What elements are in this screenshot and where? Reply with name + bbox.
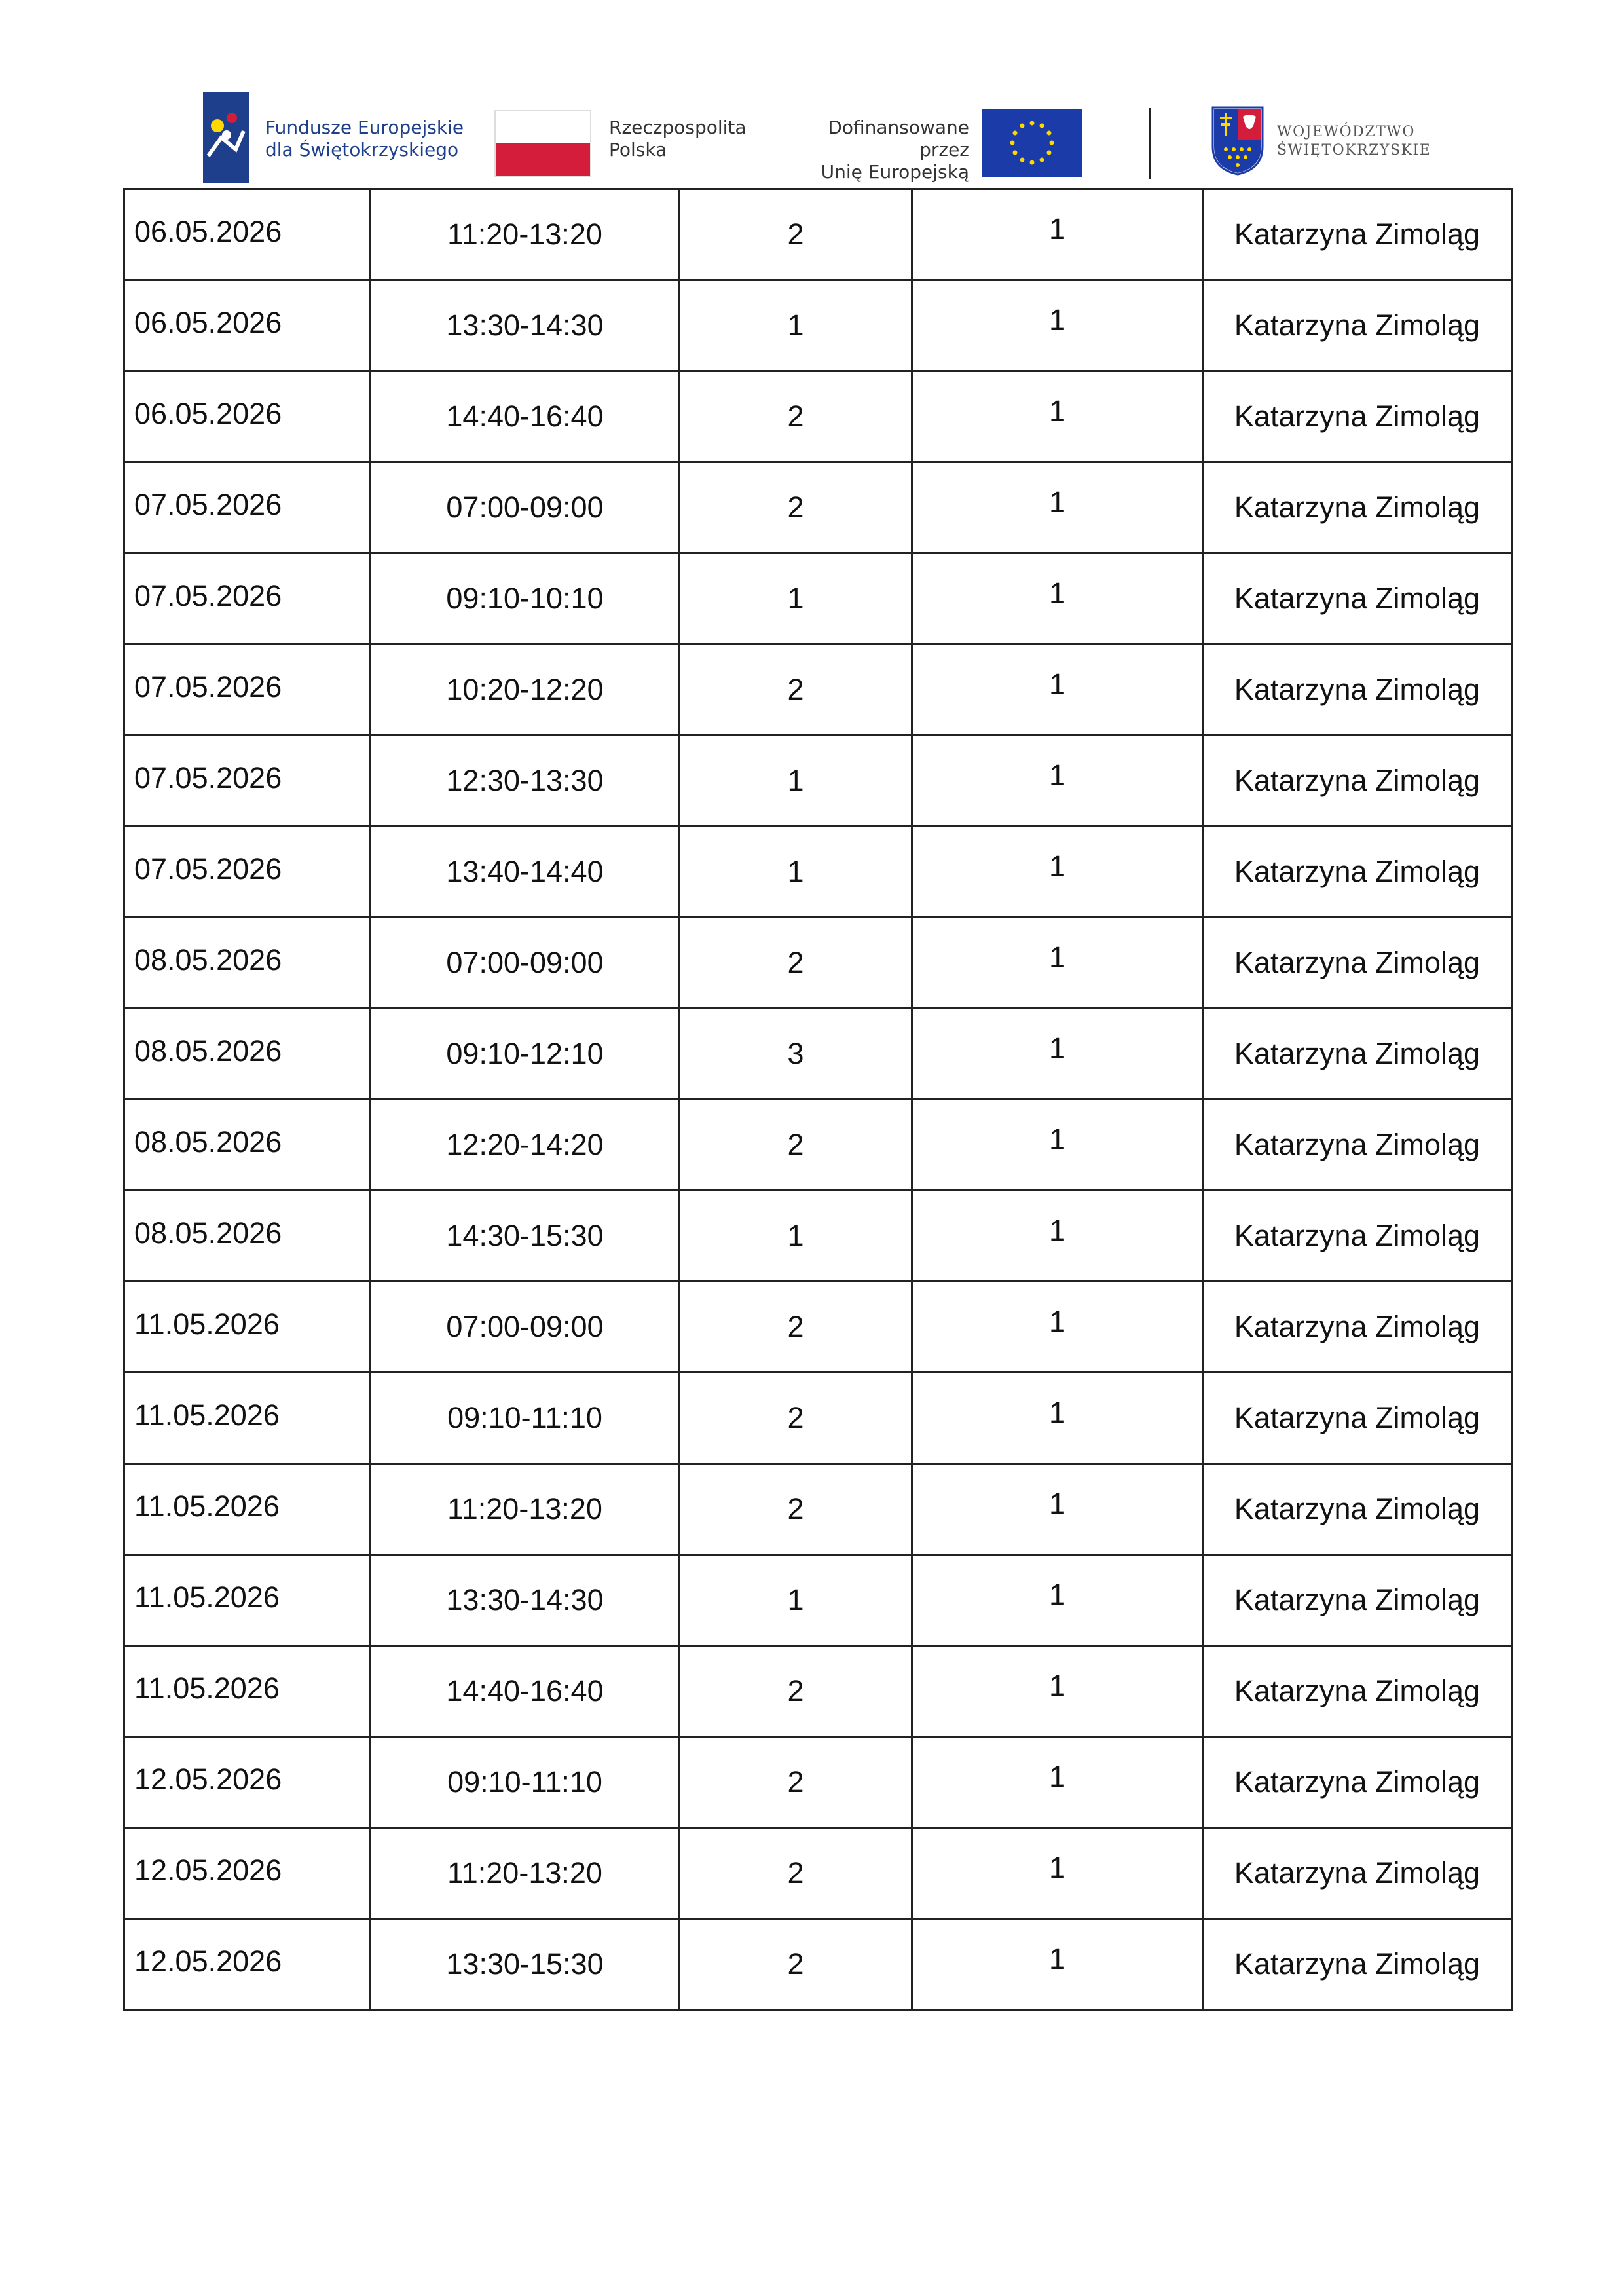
teacher-cell-text: Katarzyna Zimoląg	[1234, 1765, 1481, 1799]
time-cell-text: 13:30-15:30	[446, 1947, 604, 1981]
date-cell-text: 06.05.2026	[134, 397, 282, 430]
time-cell-text: 10:20-12:20	[446, 673, 604, 706]
hours-cell	[680, 1919, 912, 2010]
teacher-cell	[1203, 1009, 1512, 1100]
eu-star-icon	[1040, 124, 1044, 128]
teacher-cell-text: Katarzyna Zimoląg	[1234, 491, 1481, 524]
date-cell	[124, 1646, 371, 1737]
table-row	[124, 553, 1512, 644]
table-row	[124, 736, 1512, 827]
eu-star-icon	[1013, 131, 1018, 136]
hours-cell-text: 2	[787, 1947, 804, 1981]
group-cell	[912, 1919, 1203, 2010]
table-row	[124, 1828, 1512, 1919]
teacher-cell	[1203, 1100, 1512, 1191]
hours-cell-text: 1	[787, 1219, 804, 1252]
logo-header	[196, 92, 1441, 190]
date-cell	[124, 644, 371, 736]
hours-cell-text: 2	[787, 400, 804, 433]
teacher-cell-text: Katarzyna Zimoląg	[1234, 1492, 1481, 1525]
table-row	[124, 280, 1512, 371]
date-cell-text: 11.05.2026	[134, 1398, 280, 1432]
group-cell	[912, 1282, 1203, 1373]
date-cell-text: 08.05.2026	[134, 1034, 282, 1068]
rzeczpospolita-label	[609, 117, 747, 161]
group-cell	[912, 1737, 1203, 1828]
date-cell-text: 07.05.2026	[134, 579, 282, 612]
hours-cell	[680, 1646, 912, 1737]
time-cell-text: 13:30-14:30	[446, 308, 604, 342]
table-row	[124, 1737, 1512, 1828]
group-cell-text: 1	[1048, 576, 1066, 610]
time-cell	[371, 371, 680, 462]
teacher-cell-text: Katarzyna Zimoląg	[1234, 400, 1481, 433]
hours-cell	[680, 371, 912, 462]
eu-star-icon	[1046, 151, 1051, 155]
group-cell	[912, 1464, 1203, 1555]
teacher-cell	[1203, 1464, 1512, 1555]
teacher-cell	[1203, 736, 1512, 827]
time-cell-text: 07:00-09:00	[446, 946, 604, 979]
time-cell-text: 12:30-13:30	[446, 764, 604, 797]
eu-line-1: Dofinansowane przez	[828, 117, 969, 160]
hours-cell-text: 2	[787, 1401, 804, 1434]
hours-cell-text: 2	[787, 1310, 804, 1343]
table-row	[124, 1009, 1512, 1100]
teacher-cell-text: Katarzyna Zimoląg	[1234, 1219, 1481, 1252]
date-cell-text: 07.05.2026	[134, 488, 282, 521]
hours-cell	[680, 827, 912, 918]
teacher-cell-text: Katarzyna Zimoląg	[1234, 1856, 1481, 1890]
time-cell-text: 14:40-16:40	[446, 1674, 604, 1707]
teacher-cell-text: Katarzyna Zimoląg	[1234, 946, 1481, 979]
date-cell-text: 08.05.2026	[134, 943, 282, 977]
group-cell	[912, 644, 1203, 736]
hours-cell-text: 2	[787, 217, 804, 251]
hours-cell-text: 1	[787, 855, 804, 888]
time-cell-text: 09:10-10:10	[446, 582, 604, 615]
time-cell	[371, 827, 680, 918]
teacher-cell	[1203, 1646, 1512, 1737]
time-cell	[371, 644, 680, 736]
eu-funding-label	[779, 117, 969, 183]
wojewodztwo-label	[1277, 123, 1431, 160]
time-cell	[371, 462, 680, 553]
date-cell	[124, 1919, 371, 2010]
time-cell	[371, 1828, 680, 1919]
date-cell-text: 07.05.2026	[134, 761, 282, 794]
date-cell	[124, 1100, 371, 1191]
group-cell-text: 1	[1048, 758, 1066, 792]
group-cell-text: 1	[1048, 212, 1066, 246]
hours-cell-text: 2	[787, 946, 804, 979]
group-cell-text: 1	[1048, 667, 1066, 701]
date-cell-text: 08.05.2026	[134, 1125, 282, 1159]
group-cell	[912, 1828, 1203, 1919]
teacher-cell	[1203, 1828, 1512, 1919]
date-cell	[124, 1282, 371, 1373]
table-row	[124, 1100, 1512, 1191]
eu-flag-icon	[982, 109, 1082, 177]
date-cell-text: 12.05.2026	[134, 1763, 282, 1796]
date-cell	[124, 1009, 371, 1100]
table-row	[124, 189, 1512, 280]
time-cell-text: 09:10-11:10	[447, 1765, 602, 1799]
teacher-cell	[1203, 553, 1512, 644]
hours-cell	[680, 918, 912, 1009]
group-cell-text: 1	[1048, 1396, 1066, 1429]
eu-star-icon	[1030, 121, 1035, 126]
hours-cell-text: 1	[787, 764, 804, 797]
time-cell	[371, 1464, 680, 1555]
time-cell-text: 07:00-09:00	[446, 1310, 604, 1343]
fundusze-europejskie-logo-icon	[203, 92, 249, 183]
table-row	[124, 1646, 1512, 1737]
date-cell	[124, 1737, 371, 1828]
time-cell	[371, 1737, 680, 1828]
date-cell	[124, 1464, 371, 1555]
teacher-cell-text: Katarzyna Zimoląg	[1234, 1674, 1481, 1707]
teacher-cell	[1203, 1373, 1512, 1464]
schedule-table	[123, 188, 1513, 2011]
teacher-cell-text: Katarzyna Zimoląg	[1234, 308, 1481, 342]
time-cell	[371, 1373, 680, 1464]
eu-star-icon	[1040, 157, 1044, 162]
teacher-cell-text: Katarzyna Zimoląg	[1234, 217, 1481, 251]
time-cell	[371, 280, 680, 371]
time-cell-text: 09:10-11:10	[447, 1401, 602, 1434]
teacher-cell-text: Katarzyna Zimoląg	[1234, 1310, 1481, 1343]
hours-cell	[680, 736, 912, 827]
hours-cell	[680, 1282, 912, 1373]
teacher-cell	[1203, 280, 1512, 371]
hours-cell	[680, 1737, 912, 1828]
fundusze-europejskie-label	[265, 117, 464, 161]
date-cell-text: 06.05.2026	[134, 215, 282, 248]
table-row	[124, 1919, 1512, 2010]
time-cell-text: 13:30-14:30	[446, 1583, 604, 1616]
group-cell-text: 1	[1048, 1032, 1066, 1065]
teacher-cell	[1203, 189, 1512, 280]
rp-line-2: Polska	[609, 139, 667, 160]
hours-cell-text: 2	[787, 491, 804, 524]
table-row	[124, 827, 1512, 918]
group-cell	[912, 1646, 1203, 1737]
date-cell	[124, 280, 371, 371]
time-cell-text: 14:30-15:30	[446, 1219, 604, 1252]
group-cell	[912, 1009, 1203, 1100]
hours-cell-text: 2	[787, 1674, 804, 1707]
group-cell-text: 1	[1048, 1305, 1066, 1338]
teacher-cell-text: Katarzyna Zimoląg	[1234, 764, 1481, 797]
group-cell	[912, 462, 1203, 553]
hours-cell-text: 1	[787, 1583, 804, 1616]
group-cell	[912, 189, 1203, 280]
eu-star-icon	[1013, 151, 1018, 155]
time-cell	[371, 1646, 680, 1737]
fe-line-1: Fundusze Europejskie	[265, 117, 464, 138]
eu-star-icon	[1020, 124, 1025, 128]
date-cell-text: 11.05.2026	[134, 1671, 280, 1705]
group-cell-text: 1	[1048, 1214, 1066, 1247]
teacher-cell-text: Katarzyna Zimoląg	[1234, 1037, 1481, 1070]
time-cell	[371, 189, 680, 280]
time-cell	[371, 1282, 680, 1373]
date-cell	[124, 189, 371, 280]
hours-cell-text: 2	[787, 673, 804, 706]
teacher-cell	[1203, 1282, 1512, 1373]
date-cell-text: 11.05.2026	[134, 1580, 280, 1614]
table-row	[124, 1282, 1512, 1373]
group-cell	[912, 918, 1203, 1009]
eu-star-icon	[1046, 131, 1051, 136]
time-cell	[371, 1100, 680, 1191]
group-cell-text: 1	[1048, 485, 1066, 519]
group-cell	[912, 280, 1203, 371]
ws-line-2: ŚWIĘTOKRZYSKIE	[1277, 142, 1431, 159]
teacher-cell	[1203, 1191, 1512, 1282]
swietokrzyskie-coat-of-arms-icon	[1211, 106, 1264, 176]
hours-cell	[680, 553, 912, 644]
table-row	[124, 1373, 1512, 1464]
hours-cell-text: 2	[787, 1856, 804, 1890]
teacher-cell	[1203, 462, 1512, 553]
polish-flag-icon	[494, 110, 591, 177]
fe-line-2: dla Świętokrzyskiego	[265, 139, 459, 160]
group-cell-text: 1	[1048, 1123, 1066, 1156]
group-cell	[912, 553, 1203, 644]
hours-cell	[680, 462, 912, 553]
time-cell	[371, 553, 680, 644]
date-cell-text: 12.05.2026	[134, 1854, 282, 1887]
group-cell-text: 1	[1048, 1760, 1066, 1793]
teacher-cell	[1203, 1555, 1512, 1646]
header-divider	[1149, 108, 1151, 179]
date-cell	[124, 1373, 371, 1464]
group-cell-text: 1	[1048, 303, 1066, 337]
group-cell-text: 1	[1048, 1851, 1066, 1884]
eu-star-icon	[1020, 157, 1025, 162]
teacher-cell-text: Katarzyna Zimoląg	[1234, 673, 1481, 706]
hours-cell	[680, 1100, 912, 1191]
teacher-cell	[1203, 644, 1512, 736]
date-cell	[124, 736, 371, 827]
time-cell-text: 07:00-09:00	[446, 491, 604, 524]
date-cell-text: 11.05.2026	[134, 1307, 280, 1341]
teacher-cell-text: Katarzyna Zimoląg	[1234, 1947, 1481, 1981]
table-row	[124, 918, 1512, 1009]
group-cell-text: 1	[1048, 1942, 1066, 1975]
date-cell-text: 11.05.2026	[134, 1489, 280, 1523]
time-cell-text: 09:10-12:10	[446, 1037, 604, 1070]
time-cell-text: 14:40-16:40	[446, 400, 604, 433]
time-cell	[371, 1919, 680, 2010]
table-row	[124, 1555, 1512, 1646]
hours-cell	[680, 1464, 912, 1555]
hours-cell	[680, 1191, 912, 1282]
date-cell	[124, 827, 371, 918]
hours-cell-text: 3	[787, 1037, 804, 1070]
teacher-cell-text: Katarzyna Zimoląg	[1234, 582, 1481, 615]
teacher-cell	[1203, 918, 1512, 1009]
group-cell-text: 1	[1048, 849, 1066, 883]
hours-cell	[680, 1009, 912, 1100]
hours-cell	[680, 1373, 912, 1464]
time-cell	[371, 1555, 680, 1646]
hours-cell-text: 2	[787, 1765, 804, 1799]
date-cell	[124, 918, 371, 1009]
hours-cell-text: 2	[787, 1492, 804, 1525]
table-row	[124, 644, 1512, 736]
time-cell-text: 12:20-14:20	[446, 1128, 604, 1161]
group-cell-text: 1	[1048, 1669, 1066, 1702]
rp-line-1: Rzeczpospolita	[609, 117, 747, 138]
date-cell	[124, 553, 371, 644]
group-cell	[912, 1373, 1203, 1464]
group-cell-text: 1	[1048, 394, 1066, 428]
date-cell	[124, 371, 371, 462]
ws-line-1: WOJEWÓDZTWO	[1277, 124, 1415, 140]
group-cell	[912, 736, 1203, 827]
hours-cell	[680, 644, 912, 736]
time-cell	[371, 918, 680, 1009]
hours-cell-text: 1	[787, 308, 804, 342]
date-cell-text: 08.05.2026	[134, 1216, 282, 1250]
hours-cell	[680, 280, 912, 371]
teacher-cell	[1203, 1919, 1512, 2010]
teacher-cell	[1203, 1737, 1512, 1828]
group-cell	[912, 1555, 1203, 1646]
hours-cell-text: 1	[787, 582, 804, 615]
date-cell	[124, 1191, 371, 1282]
teacher-cell-text: Katarzyna Zimoląg	[1234, 1128, 1481, 1161]
group-cell-text: 1	[1048, 941, 1066, 974]
date-cell	[124, 1555, 371, 1646]
teacher-cell-text: Katarzyna Zimoląg	[1234, 1401, 1481, 1434]
eu-star-icon	[1050, 141, 1054, 145]
hours-cell	[680, 189, 912, 280]
time-cell	[371, 1009, 680, 1100]
time-cell	[371, 736, 680, 827]
group-cell	[912, 827, 1203, 918]
schedule-table-body	[124, 189, 1512, 2010]
time-cell-text: 11:20-13:20	[447, 1492, 602, 1525]
hours-cell-text: 2	[787, 1128, 804, 1161]
hours-cell	[680, 1828, 912, 1919]
date-cell-text: 07.05.2026	[134, 852, 282, 886]
time-cell-text: 13:40-14:40	[446, 855, 604, 888]
date-cell	[124, 1828, 371, 1919]
table-row	[124, 462, 1512, 553]
teacher-cell-text: Katarzyna Zimoląg	[1234, 855, 1481, 888]
table-row	[124, 1464, 1512, 1555]
eu-line-2: Unię Europejską	[821, 161, 969, 183]
hours-cell	[680, 1555, 912, 1646]
date-cell-text: 12.05.2026	[134, 1945, 282, 1978]
group-cell	[912, 371, 1203, 462]
group-cell-text: 1	[1048, 1578, 1066, 1611]
group-cell	[912, 1191, 1203, 1282]
time-cell-text: 11:20-13:20	[447, 1856, 602, 1890]
teacher-cell	[1203, 827, 1512, 918]
table-row	[124, 1191, 1512, 1282]
date-cell-text: 06.05.2026	[134, 306, 282, 339]
group-cell-text: 1	[1048, 1487, 1066, 1520]
time-cell	[371, 1191, 680, 1282]
date-cell-text: 07.05.2026	[134, 670, 282, 703]
date-cell	[124, 462, 371, 553]
group-cell	[912, 1100, 1203, 1191]
teacher-cell	[1203, 371, 1512, 462]
eu-star-icon	[1030, 160, 1035, 165]
eu-star-icon	[1010, 141, 1015, 145]
teacher-cell-text: Katarzyna Zimoląg	[1234, 1583, 1481, 1616]
table-row	[124, 371, 1512, 462]
time-cell-text: 11:20-13:20	[447, 217, 602, 251]
